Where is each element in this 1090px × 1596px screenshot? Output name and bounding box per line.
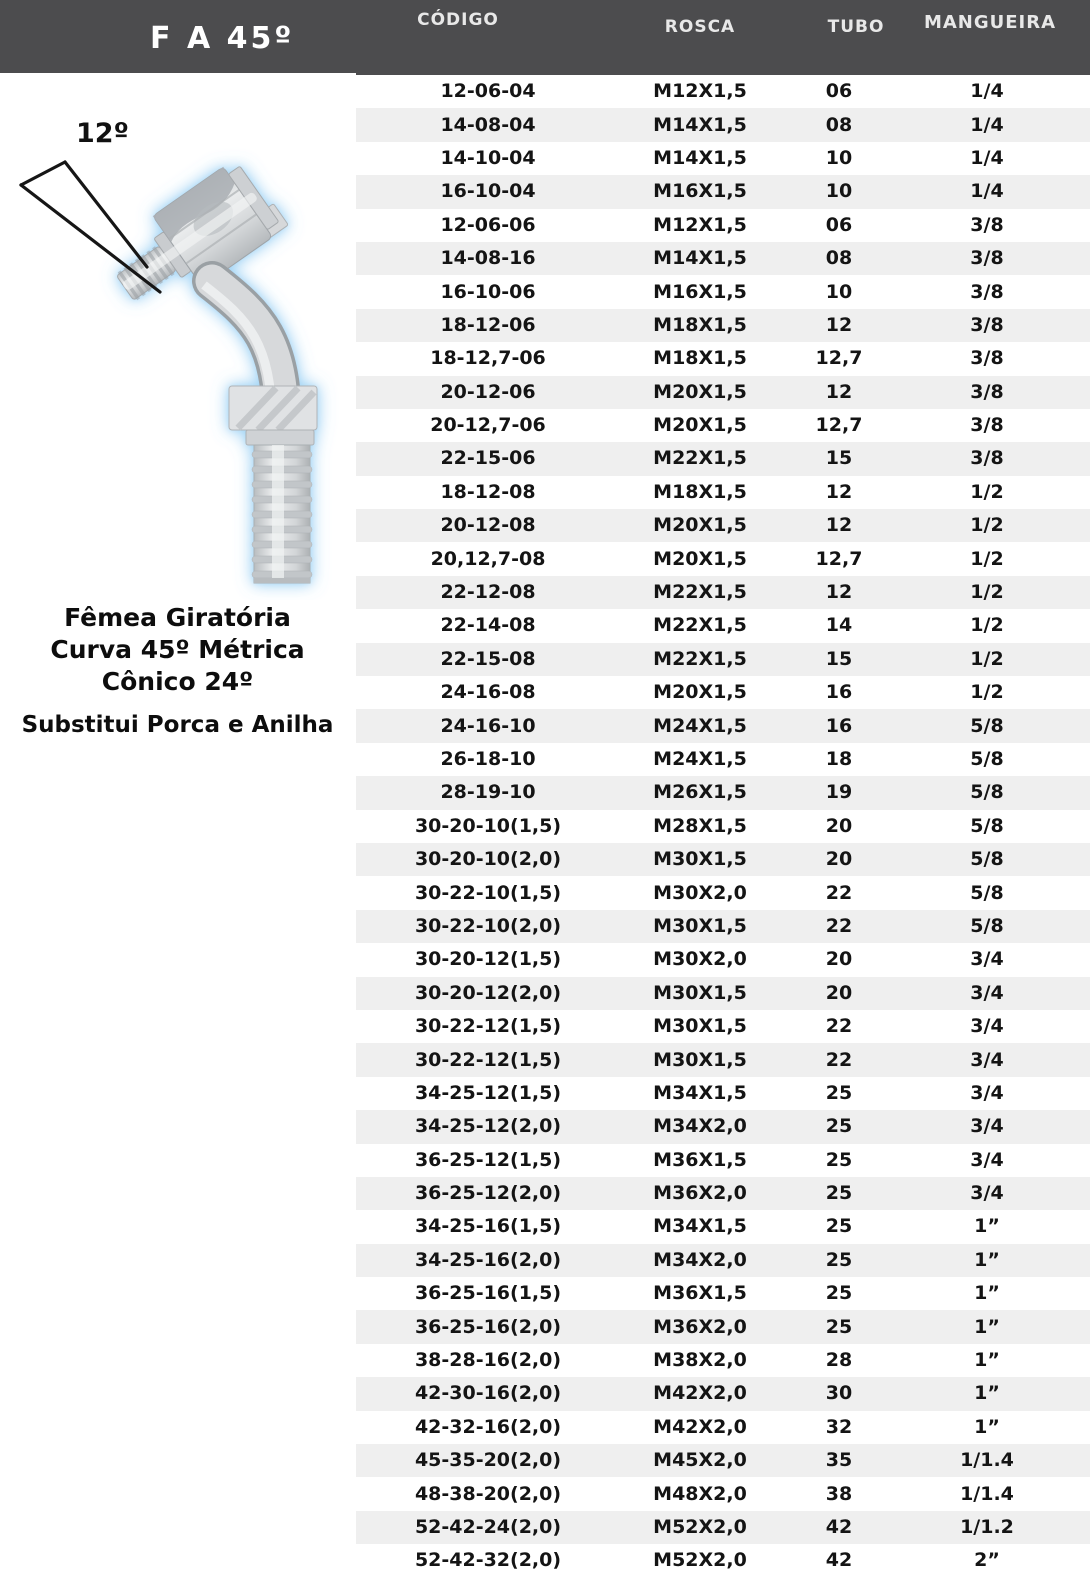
fitting-body — [100, 155, 317, 583]
cell-rosca: M14X1,5 — [653, 146, 747, 169]
table-row — [356, 75, 1090, 108]
cell-rosca: M20X1,5 — [653, 681, 747, 704]
cell-codigo: 38-28-16(2,0) — [414, 1349, 562, 1372]
cell-mangueira: 1/4 — [970, 113, 1004, 136]
cell-tubo: 14 — [825, 614, 853, 637]
table-row — [356, 108, 1090, 141]
cell-rosca: M20X1,5 — [653, 414, 747, 437]
cell-codigo: 18-12-08 — [440, 480, 536, 503]
table-row — [356, 1010, 1090, 1043]
cell-tubo: 08 — [825, 113, 853, 136]
cell-mangueira: 1/2 — [970, 647, 1004, 670]
cell-tubo: 25 — [825, 1115, 853, 1138]
cell-codigo: 22-12-08 — [440, 581, 536, 604]
cell-rosca: M52X2,0 — [653, 1549, 747, 1572]
cell-rosca: M42X2,0 — [653, 1415, 747, 1438]
cell-codigo: 22-15-06 — [440, 447, 536, 470]
table-row — [356, 1377, 1090, 1410]
cell-codigo: 20-12-08 — [440, 514, 536, 537]
cell-codigo: 52-42-32(2,0) — [414, 1549, 562, 1572]
table-row — [356, 1043, 1090, 1076]
header-bar — [0, 0, 1090, 75]
cell-tubo: 16 — [825, 714, 853, 737]
cell-rosca: M30X1,5 — [653, 981, 747, 1004]
cell-codigo: 18-12-06 — [440, 313, 536, 336]
table-row — [356, 309, 1090, 342]
cell-mangueira: 1” — [974, 1215, 1000, 1238]
cell-tubo: 25 — [825, 1248, 853, 1271]
table-row — [356, 1277, 1090, 1310]
cell-rosca: M36X2,0 — [653, 1182, 747, 1205]
cell-mangueira: 2” — [974, 1549, 1000, 1572]
cell-mangueira: 3/4 — [970, 1081, 1004, 1104]
cell-mangueira: 1/1.4 — [960, 1449, 1014, 1472]
cell-codigo: 30-20-10(2,0) — [414, 848, 562, 871]
cell-mangueira: 1/4 — [970, 180, 1004, 203]
table-row — [356, 1177, 1090, 1210]
cell-codigo: 14-08-04 — [440, 113, 536, 136]
cell-tubo: 06 — [825, 213, 853, 236]
cell-codigo: 30-20-12(1,5) — [414, 948, 562, 971]
cell-mangueira: 1” — [974, 1315, 1000, 1338]
cell-rosca: M24X1,5 — [653, 714, 747, 737]
cell-rosca: M30X2,0 — [653, 881, 747, 904]
cell-mangueira: 5/8 — [970, 714, 1004, 737]
cell-tubo: 12,7 — [815, 547, 863, 570]
cell-rosca: M18X1,5 — [653, 313, 747, 336]
cell-mangueira: 3/4 — [970, 948, 1004, 971]
table-row — [356, 142, 1090, 175]
cell-codigo: 36-25-12(2,0) — [414, 1182, 562, 1205]
cell-codigo: 30-22-10(1,5) — [414, 881, 562, 904]
cell-rosca: M34X1,5 — [653, 1215, 747, 1238]
cell-mangueira: 3/8 — [970, 313, 1004, 336]
cell-rosca: M30X1,5 — [653, 1015, 747, 1038]
cell-tubo: 22 — [825, 1015, 853, 1038]
product-name-line: Curva 45º Métrica — [50, 635, 305, 664]
table-row — [356, 910, 1090, 943]
cell-codigo: 30-22-10(2,0) — [414, 914, 562, 937]
cell-mangueira: 3/8 — [970, 247, 1004, 270]
cell-codigo: 34-25-16(2,0) — [414, 1248, 562, 1271]
table-row — [356, 209, 1090, 242]
cell-rosca: M18X1,5 — [653, 480, 747, 503]
cell-mangueira: 1/2 — [970, 547, 1004, 570]
cell-codigo: 26-18-10 — [440, 748, 536, 770]
cell-codigo: 16-10-06 — [440, 280, 536, 303]
cell-tubo: 12 — [825, 514, 853, 537]
cell-rosca: M20X1,5 — [653, 514, 747, 537]
cell-rosca: M20X1,5 — [653, 380, 747, 403]
cell-codigo: 36-25-12(1,5) — [414, 1148, 562, 1171]
cell-rosca: M28X1,5 — [653, 814, 747, 837]
cell-tubo: 30 — [825, 1382, 853, 1405]
cell-rosca: M36X1,5 — [653, 1148, 747, 1171]
cell-tubo: 25 — [825, 1215, 853, 1238]
cell-codigo: 28-19-10 — [440, 781, 536, 804]
cell-codigo: 30-22-12(1,5) — [414, 1048, 562, 1071]
cell-rosca: M48X2,0 — [653, 1482, 747, 1505]
cell-rosca: M12X1,5 — [653, 213, 747, 236]
column-header-codigo: CÓDIGO — [417, 10, 499, 30]
table-row — [356, 1077, 1090, 1110]
cell-rosca: M14X1,5 — [653, 113, 747, 136]
cell-codigo: 34-25-16(1,5) — [414, 1215, 562, 1238]
cell-tubo: 19 — [825, 781, 853, 804]
cell-rosca: M30X1,5 — [653, 1048, 747, 1071]
cell-codigo: 34-25-12(2,0) — [414, 1115, 562, 1138]
cell-rosca: M45X2,0 — [653, 1449, 747, 1472]
cell-tubo: 20 — [825, 948, 853, 971]
cell-mangueira: 1/2 — [970, 614, 1004, 637]
cell-rosca: M52X2,0 — [653, 1515, 747, 1538]
cell-mangueira: 3/8 — [970, 213, 1004, 236]
cell-rosca: M24X1,5 — [653, 748, 747, 770]
table-row — [356, 275, 1090, 308]
cell-tubo: 12 — [825, 380, 853, 403]
cell-tubo: 35 — [825, 1449, 853, 1472]
cell-rosca: M14X1,5 — [653, 247, 747, 270]
table-row — [356, 810, 1090, 843]
cell-mangueira: 3/4 — [970, 1182, 1004, 1205]
table-row — [356, 1511, 1090, 1544]
cell-tubo: 20 — [825, 981, 853, 1004]
table-row — [356, 709, 1090, 742]
cell-mangueira: 1/1.2 — [960, 1515, 1014, 1538]
cell-mangueira: 3/4 — [970, 1048, 1004, 1071]
cell-tubo: 18 — [825, 748, 853, 770]
cell-mangueira: 1/1.4 — [960, 1482, 1014, 1505]
cell-mangueira: 5/8 — [970, 781, 1004, 804]
cell-rosca: M36X1,5 — [653, 1282, 747, 1305]
cell-codigo: 45-35-20(2,0) — [414, 1449, 562, 1472]
cell-codigo: 24-16-08 — [440, 681, 536, 704]
cell-tubo: 28 — [825, 1349, 853, 1372]
fitting-illustration-icon — [0, 95, 360, 600]
column-header-rosca: ROSCA — [664, 17, 736, 37]
cell-tubo: 20 — [825, 848, 853, 871]
cell-mangueira: 1/2 — [970, 681, 1004, 704]
product-name-line: Fêmea Giratória — [64, 603, 291, 632]
cell-tubo: 42 — [825, 1549, 853, 1572]
cell-codigo: 20-12,7-06 — [430, 414, 546, 437]
cell-tubo: 12,7 — [815, 347, 863, 370]
table-row — [356, 1544, 1090, 1577]
table-row — [356, 542, 1090, 575]
cell-rosca: M36X2,0 — [653, 1315, 747, 1338]
product-name — [5, 602, 350, 698]
cell-mangueira: 3/8 — [970, 414, 1004, 437]
table-row — [356, 1210, 1090, 1243]
cell-tubo: 10 — [825, 180, 853, 203]
cell-rosca: M42X2,0 — [653, 1382, 747, 1405]
cell-tubo: 25 — [825, 1148, 853, 1171]
table-row — [356, 609, 1090, 642]
cell-mangueira: 5/8 — [970, 814, 1004, 837]
angle-dimension-label: 12º — [76, 118, 129, 149]
cell-tubo: 20 — [825, 814, 853, 837]
cell-mangueira: 3/4 — [970, 1148, 1004, 1171]
cell-rosca: M22X1,5 — [653, 614, 747, 637]
cell-mangueira: 3/8 — [970, 280, 1004, 303]
cell-codigo: 48-38-20(2,0) — [414, 1482, 562, 1505]
cell-codigo: 36-25-16(2,0) — [414, 1315, 562, 1338]
table-row — [356, 1244, 1090, 1277]
table-row — [356, 1310, 1090, 1343]
cell-codigo: 18-12,7-06 — [430, 347, 546, 370]
cell-mangueira: 1” — [974, 1349, 1000, 1372]
cell-mangueira: 1” — [974, 1382, 1000, 1405]
table-row — [356, 1344, 1090, 1377]
cell-tubo: 10 — [825, 280, 853, 303]
cell-rosca: M34X1,5 — [653, 1081, 747, 1104]
table-row — [356, 442, 1090, 475]
cell-tubo: 25 — [825, 1182, 853, 1205]
cell-codigo: 12-06-06 — [440, 213, 536, 236]
table-row — [356, 242, 1090, 275]
table-row — [356, 409, 1090, 442]
cell-tubo: 25 — [825, 1282, 853, 1305]
cell-mangueira: 3/4 — [970, 981, 1004, 1004]
cell-rosca: M38X2,0 — [653, 1349, 747, 1372]
spec-table — [356, 75, 1090, 1578]
product-note: Substitui Porca e Anilha — [21, 712, 334, 738]
cell-codigo: 20,12,7-08 — [430, 547, 546, 570]
cell-tubo: 15 — [825, 447, 853, 470]
page-title: F A 45º — [150, 21, 295, 56]
cell-rosca: M16X1,5 — [653, 280, 747, 303]
cell-rosca: M30X1,5 — [653, 914, 747, 937]
cell-tubo: 25 — [825, 1081, 853, 1104]
cell-codigo: 12-06-04 — [440, 80, 536, 103]
table-row — [356, 977, 1090, 1010]
cell-tubo: 22 — [825, 1048, 853, 1071]
cell-mangueira: 1” — [974, 1415, 1000, 1438]
cell-rosca: M12X1,5 — [653, 80, 747, 103]
cell-mangueira: 5/8 — [970, 914, 1004, 937]
cell-mangueira: 1/2 — [970, 480, 1004, 503]
cell-rosca: M34X2,0 — [653, 1115, 747, 1138]
cell-codigo: 30-20-10(1,5) — [414, 814, 562, 837]
cell-mangueira: 1/4 — [970, 80, 1004, 103]
cell-tubo: 08 — [825, 247, 853, 270]
table-row — [356, 676, 1090, 709]
column-header-tubo: TUBO — [827, 17, 885, 37]
cell-mangueira: 3/8 — [970, 380, 1004, 403]
cell-rosca: M22X1,5 — [653, 647, 747, 670]
table-row — [356, 1444, 1090, 1477]
cell-rosca: M16X1,5 — [653, 180, 747, 203]
cell-codigo: 34-25-12(1,5) — [414, 1081, 562, 1104]
cell-tubo: 10 — [825, 146, 853, 169]
cell-mangueira: 1” — [974, 1282, 1000, 1305]
cell-rosca: M34X2,0 — [653, 1248, 747, 1271]
cell-codigo: 20-12-06 — [440, 380, 536, 403]
table-row — [356, 1144, 1090, 1177]
table-row — [356, 843, 1090, 876]
table-row — [356, 1110, 1090, 1143]
product-name-line: Cônico 24º — [101, 667, 254, 696]
cell-codigo: 42-30-16(2,0) — [414, 1382, 562, 1405]
cell-rosca: M22X1,5 — [653, 581, 747, 604]
table-row — [356, 476, 1090, 509]
cell-rosca: M30X2,0 — [653, 948, 747, 971]
table-row — [356, 376, 1090, 409]
cell-codigo: 36-25-16(1,5) — [414, 1282, 562, 1305]
cell-codigo: 14-10-04 — [440, 146, 536, 169]
table-row — [356, 743, 1090, 776]
table-row — [356, 175, 1090, 208]
cell-tubo: 42 — [825, 1515, 853, 1538]
cell-mangueira: 3/4 — [970, 1115, 1004, 1138]
cell-rosca: M22X1,5 — [653, 447, 747, 470]
cell-codigo: 22-14-08 — [440, 614, 536, 637]
cell-tubo: 12,7 — [815, 414, 863, 437]
cell-rosca: M18X1,5 — [653, 347, 747, 370]
cell-mangueira: 1/2 — [970, 581, 1004, 604]
cell-codigo: 30-20-12(2,0) — [414, 981, 562, 1004]
table-row — [356, 1477, 1090, 1510]
table-row — [356, 1411, 1090, 1444]
cell-codigo: 24-16-10 — [440, 714, 536, 737]
table-row — [356, 776, 1090, 809]
cell-tubo: 25 — [825, 1315, 853, 1338]
table-row — [356, 943, 1090, 976]
cell-rosca: M26X1,5 — [653, 781, 747, 804]
cell-tubo: 22 — [825, 881, 853, 904]
cell-mangueira: 5/8 — [970, 848, 1004, 871]
cell-tubo: 22 — [825, 914, 853, 937]
cell-tubo: 16 — [825, 681, 853, 704]
cell-mangueira: 1/4 — [970, 146, 1004, 169]
cell-rosca: M20X1,5 — [653, 547, 747, 570]
table-row — [356, 576, 1090, 609]
column-header-mangueira: MANGUEIRA — [923, 12, 1057, 33]
cell-codigo: 14-08-16 — [440, 247, 536, 270]
cell-codigo: 42-32-16(2,0) — [414, 1415, 562, 1438]
cell-codigo: 52-42-24(2,0) — [414, 1515, 562, 1538]
cell-tubo: 38 — [825, 1482, 853, 1505]
cell-tubo: 12 — [825, 313, 853, 336]
cell-mangueira: 1/2 — [970, 514, 1004, 537]
table-row — [356, 509, 1090, 542]
cell-tubo: 06 — [825, 80, 853, 103]
cell-tubo: 12 — [825, 480, 853, 503]
cell-tubo: 15 — [825, 647, 853, 670]
table-row — [356, 342, 1090, 375]
cell-tubo: 12 — [825, 581, 853, 604]
cell-mangueira: 1” — [974, 1248, 1000, 1271]
cell-mangueira: 3/8 — [970, 447, 1004, 470]
cell-codigo: 22-15-08 — [440, 647, 536, 670]
cell-mangueira: 5/8 — [970, 881, 1004, 904]
cell-codigo: 16-10-04 — [440, 180, 536, 203]
cell-mangueira: 3/4 — [970, 1015, 1004, 1038]
cell-mangueira: 3/8 — [970, 347, 1004, 370]
cell-tubo: 32 — [825, 1415, 853, 1438]
cell-rosca: M30X1,5 — [653, 848, 747, 871]
table-row — [356, 876, 1090, 909]
table-row — [356, 643, 1090, 676]
cell-mangueira: 5/8 — [970, 748, 1004, 770]
cell-codigo: 30-22-12(1,5) — [414, 1015, 562, 1038]
